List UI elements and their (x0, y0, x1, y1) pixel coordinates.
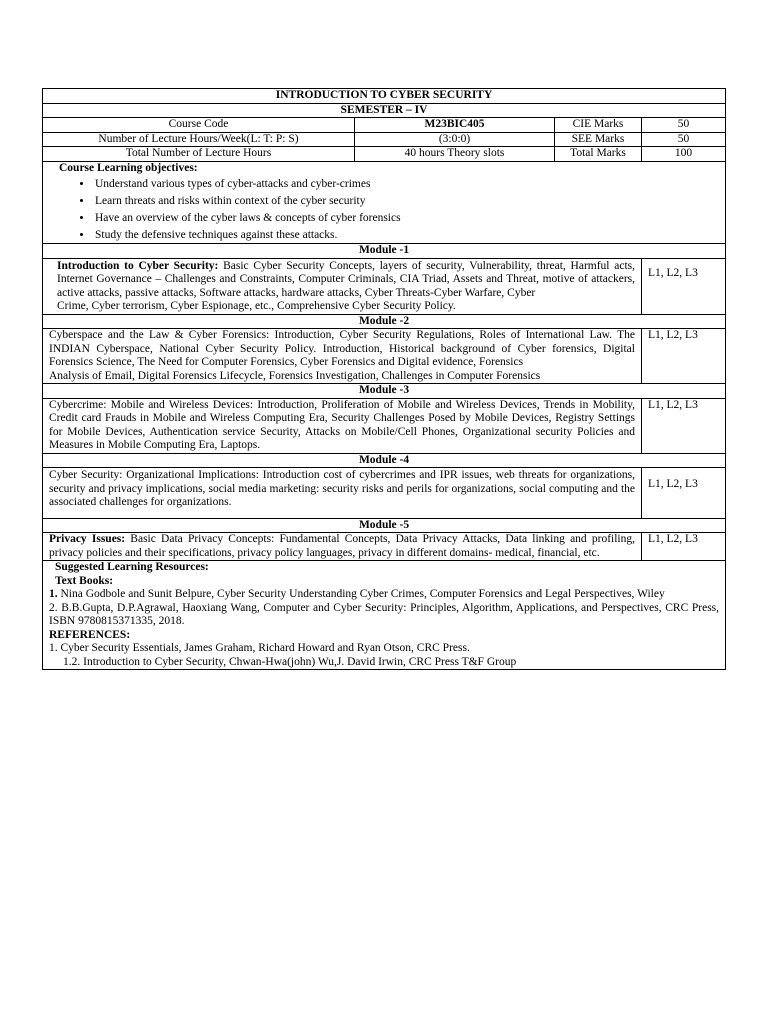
objective-item: • Learn threats and risks within context of the cyber security (93, 194, 719, 208)
module-text: Cyberspace and the Law & Cyber Forensics: Introduction, Cyber Security Regulations, Roles of International Law. The INDIAN Cyberspace, National Cyber Security Policy. Introduction, Historical background of Cyber forensics, Digital Forensics Science, The Need for Computer Forensics, Cyber Forensics and Digital evidence, Forensics (49, 329, 635, 368)
syllabus-table (42, 88, 726, 670)
objectives-list (49, 177, 719, 242)
info-value: (3:0:0) (355, 132, 555, 147)
info-value-2: 100 (642, 147, 726, 162)
objectives-row (43, 161, 726, 244)
module-heading: Module -2 (43, 314, 726, 329)
module-description (43, 329, 642, 384)
course-title: INTRODUCTION TO CYBER SECURITY (43, 89, 726, 104)
resources-row (43, 561, 726, 670)
module-text: Cybercrime: Mobile and Wireless Devices: Introduction, Proliferation of Mobile and Wireless Devices, Trends in Mobility, Credit card Frauds in Mobile and Wireless Computing Era, Security Challenges Posed by Mobile Devices, Registry Settings for Mobile Devices, Authentication service Security, Attacks on Mobile/Cell Phones, Organizational security Policies and Measures in Mobile Computing Era, Laptops. (49, 398, 635, 451)
module-lead: Introduction to Cyber Security: (57, 259, 219, 272)
info-label: Number of Lecture Hours/Week(L: T: P: S) (43, 132, 355, 147)
module-content-row (43, 258, 726, 314)
objective-item: • Study the defensive techniques against these attacks. (93, 228, 719, 242)
module-heading-row (43, 314, 726, 329)
resources-cell (43, 561, 726, 670)
module-lead: Privacy Issues: (49, 533, 126, 545)
objective-item: • Have an overview of the cyber laws & concepts of cyber forensics (93, 211, 719, 225)
objectives-cell (43, 161, 726, 244)
info-label-2: Total Marks (555, 147, 642, 162)
textbook-1 (49, 588, 719, 602)
info-label-2: SEE Marks (555, 132, 642, 147)
info-row-course-code (43, 118, 726, 133)
info-label-2: CIE Marks (555, 118, 642, 133)
objectives-title: Course Learning objectives: (59, 161, 198, 174)
module-heading-row (43, 384, 726, 399)
textbooks-title: Text Books: (55, 574, 114, 587)
objective-item: • Understand various types of cyber-attacks and cyber-crimes (93, 177, 719, 191)
module-levels: L1, L2, L3 (642, 533, 726, 561)
info-value-2: 50 (642, 118, 726, 133)
module-content-row (43, 533, 726, 561)
module-heading: Module -3 (43, 384, 726, 399)
textbook-1-number: 1. (49, 588, 58, 600)
module-levels: L1, L2, L3 (642, 468, 726, 519)
semester-row (43, 103, 726, 118)
module-text: Basic Data Privacy Concepts: Fundamental Concepts, Data Privacy Attacks, Data linking and profiling, privacy policies and their specifications, privacy policy languages, privacy in different domains- medical, financial, etc. (49, 533, 635, 559)
module-content-row (43, 398, 726, 453)
module-heading: Module -5 (43, 518, 726, 533)
module-heading-row (43, 244, 726, 259)
module-content-row (43, 468, 726, 519)
reference-2: 1.2. Introduction to Cyber Security, Chwan-Hwa(john) Wu,J. David Irwin, CRC Press T&F Group (63, 655, 517, 668)
module-text-continued: Crime, Cyber terrorism, Cyber Espionage, etc., Comprehensive Cyber Security Policy. (57, 300, 456, 312)
semester-label: SEMESTER – IV (43, 103, 726, 118)
module-heading: Module -4 (43, 453, 726, 468)
info-value-2: 50 (642, 132, 726, 147)
module-heading-row (43, 518, 726, 533)
title-row (43, 89, 726, 104)
textbook-2: 2. B.B.Gupta, D.P.Agrawal, Haoxiang Wang, Computer and Cyber Security: Principles, Algorithm, Applications, and Perspectives, CRC Press, ISBN 9780815371335, 2018. (49, 601, 720, 627)
module-heading-row (43, 453, 726, 468)
info-value: 40 hours Theory slots (355, 147, 555, 162)
module-levels: L1, L2, L3 (642, 329, 726, 384)
reference-1: 1. Cyber Security Essentials, James Graham, Richard Howard and Ryan Otson, CRC Press. (49, 642, 470, 654)
info-row-lecture-hours (43, 132, 726, 147)
module-text-continued: Analysis of Email, Digital Forensics Lifecycle, Forensics Investigation, Challenges in Computer Forensics (49, 369, 541, 382)
info-row-total-hours (43, 147, 726, 162)
module-text: Basic Cyber Security Concepts, layers of security, Vulnerability, threat, Harmful acts, Internet Governance – Challenges and Constraints, Computer Criminals, CIA Triad, Assets and Threat, motive of attackers, active attacks, passive attacks, Software attacks, hardware attacks, Cyber Threats-Cyber Warfare, Cyber (57, 259, 635, 299)
module-text: Cyber Security: Organizational Implications: Introduction cost of cybercrimes and IPR issues, web threats for organizations, security and privacy implications, social media marketing: security risks and perils for organizations, social computing and the associated challenges for organizations. (49, 469, 635, 508)
module-levels: L1, L2, L3 (642, 398, 726, 453)
module-content-row (43, 329, 726, 384)
textbook-1-text: Nina Godbole and Sunit Belpure, Cyber Security Understanding Cyber Crimes, Computer Forensics and Legal Perspectives, Wiley (57, 588, 665, 600)
module-levels: L1, L2, L3 (642, 258, 726, 314)
module-description (43, 258, 642, 314)
module-description (43, 533, 642, 561)
references-title: REFERENCES: (49, 628, 131, 641)
info-value: M23BIC405 (355, 118, 555, 133)
module-description (43, 398, 642, 453)
info-label: Total Number of Lecture Hours (43, 147, 355, 162)
resources-title: Suggested Learning Resources: (55, 561, 209, 573)
module-heading: Module -1 (43, 244, 726, 259)
module-description (43, 468, 642, 519)
info-label: Course Code (43, 118, 355, 133)
